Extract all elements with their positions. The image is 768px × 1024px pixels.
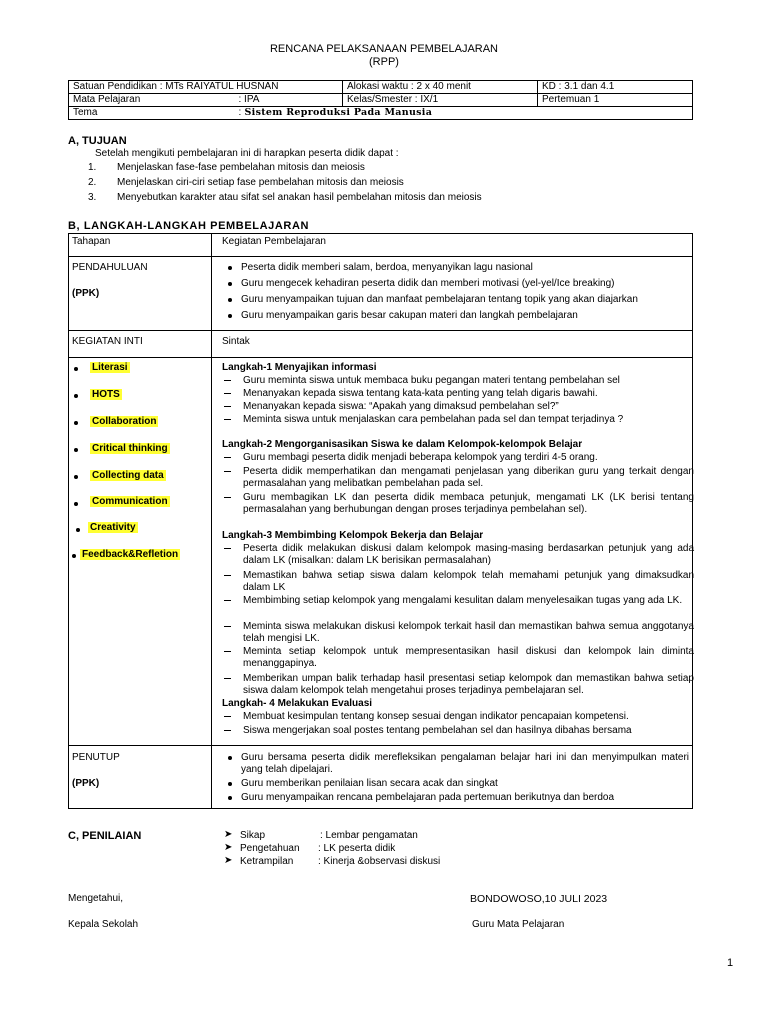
mengetahui-label: Mengetahui,: [68, 893, 124, 904]
skill-critical-thinking: Critical thinking: [92, 443, 168, 454]
kd-cell: KD : 3.1 dan 4.1: [538, 81, 693, 94]
penutup-label: PENUTUP: [72, 752, 120, 763]
row-divider: [68, 330, 693, 331]
bullet-icon: [228, 266, 232, 270]
document-title: RENCANA PELAKSANAAN PEMBELAJARAN: [269, 43, 499, 55]
table-divider: [211, 233, 212, 809]
col-tahapan: Tahapan: [72, 236, 111, 247]
penilaian-label: Sikap: [240, 830, 266, 841]
penilaian-heading: C, PENILAIAN: [68, 830, 142, 842]
penutup-ppk: (PPK): [72, 778, 100, 789]
arrow-icon: ➤: [224, 842, 233, 853]
skill-creativity: Creativity: [90, 522, 136, 533]
page-number: 1: [727, 957, 734, 969]
tema-cell: [69, 107, 693, 120]
mapel-cell: [69, 94, 343, 107]
list-item: Guru menyampaikan garis besar cakupan materi dan langkah pembelajaran: [241, 310, 578, 321]
list-item: Peserta didik memberi salam, berdoa, menyanyikan lagu nasional: [241, 262, 533, 273]
skill-literasi: Literasi: [92, 362, 128, 373]
info-table: [68, 80, 693, 120]
mapel-label: Mata Pelajaran: [73, 94, 141, 105]
langkah-heading: B, LANGKAH-LANGKAH PEMBELAJARAN: [68, 220, 310, 232]
list-item: Guru menyampaikan rencana pembelajaran pada pertemuan berikutnya dan berdoa: [241, 792, 615, 803]
bullet-icon: [74, 448, 78, 452]
skill-collaboration: Collaboration: [92, 416, 157, 427]
arrow-icon: ➤: [224, 855, 233, 866]
bullet-icon: [228, 282, 232, 286]
bullet-icon: [228, 298, 232, 302]
row-divider: [68, 745, 693, 746]
mapel-value: : IPA: [238, 94, 260, 105]
tujuan-num: 3.: [88, 192, 97, 203]
bullet-icon: [74, 502, 78, 506]
penilaian-value: : Lembar pengamatan: [320, 830, 418, 841]
list-item: Guru memberikan penilaian lisan secara acak dan singkat: [241, 778, 498, 789]
tujuan-item: Menjelaskan ciri-ciri setiap fase pembelahan mitosis dan meiosis: [117, 177, 404, 188]
inti-label: KEGIATAN INTI: [72, 336, 143, 347]
arrow-icon: ➤: [224, 829, 233, 840]
alokasi-cell: Alokasi waktu : 2 x 40 menit: [343, 81, 538, 94]
tema-label: Tema: [73, 107, 98, 118]
pendahuluan-ppk: (PPK): [72, 288, 100, 299]
bullet-icon: [74, 367, 78, 371]
tujuan-num: 1.: [88, 162, 97, 173]
bullet-icon: [228, 782, 232, 786]
step1-title: Langkah-1 Menyajikan informasi: [222, 362, 377, 373]
row-divider: [68, 256, 693, 257]
kepala-sekolah-label: Kepala Sekolah: [68, 919, 139, 930]
bullet-icon: [74, 421, 78, 425]
pendahuluan-label: PENDAHULUAN: [72, 262, 148, 273]
satuan-cell: Satuan Pendidikan : MTs RAIYATUL HUSNAN: [69, 81, 343, 94]
guru-label: Guru Mata Pelajaran: [472, 919, 565, 930]
document-subtitle: (RPP): [369, 56, 399, 68]
tujuan-heading: A, TUJUAN: [68, 135, 127, 147]
penilaian-label: Ketrampilan: [240, 856, 294, 867]
skill-collecting-data: Collecting data: [92, 470, 164, 481]
kelas-cell: Kelas/Smester : IX/1: [343, 94, 538, 107]
penilaian-label: Pengetahuan: [240, 843, 300, 854]
step2-title: Langkah-2 Mengorganisasikan Siswa ke dalam Kelompok-kelompok Belajar: [222, 439, 583, 450]
tema-colon: :: [238, 107, 242, 118]
penilaian-value: : Kinerja &observasi diskusi: [318, 856, 441, 867]
step4-title: Langkah- 4 Melakukan Evaluasi: [222, 698, 373, 709]
tujuan-num: 2.: [88, 177, 97, 188]
list-item: Guru bersama peserta didik merefleksikan pengalaman belajar hari ini dan menyimpulkan materi yang telah dipelajari.: [241, 752, 689, 775]
row-divider: [68, 357, 693, 358]
list-item: Guru mengecek kehadiran peserta didik dan memberi motivasi (yel-yel/Ice breaking): [241, 278, 615, 289]
list-item: Guru menyampaikan tujuan dan manfaat pembelajaran tentang topik yang akan diajarkan: [241, 294, 638, 305]
bullet-icon: [74, 394, 78, 398]
penilaian-value: : LK peserta didik: [318, 843, 396, 854]
bullet-icon: [228, 756, 232, 760]
skill-feedback-reflection: Feedback&Refletion: [82, 549, 179, 560]
col-kegiatan: Kegiatan Pembelajaran: [222, 236, 326, 247]
tujuan-intro: Setelah mengikuti pembelajaran ini di harapkan peserta didik dapat :: [95, 148, 399, 159]
bullet-icon: [228, 314, 232, 318]
tujuan-item: Menjelaskan fase-fase pembelahan mitosis dan meiosis: [117, 162, 365, 173]
bullet-icon: [76, 528, 80, 532]
sintak-label: Sintak: [222, 336, 250, 347]
pertemuan-cell: Pertemuan 1: [538, 94, 693, 107]
place-date: BONDOWOSO,10 JULI 2023: [470, 893, 608, 905]
step3-title: Langkah-3 Membimbing Kelompok Bekerja dan Belajar: [222, 530, 484, 541]
bullet-icon: [72, 554, 76, 558]
bullet-icon: [228, 796, 232, 800]
tujuan-item: Menyebutkan karakter atau sifat sel anakan hasil pembelahan mitosis dan meiosis: [117, 192, 482, 203]
bullet-icon: [74, 475, 78, 479]
skill-communication: Communication: [92, 496, 168, 507]
skill-hots: HOTS: [92, 389, 120, 400]
tema-value: Sistem Reproduksi Pada Manusia: [244, 107, 433, 118]
